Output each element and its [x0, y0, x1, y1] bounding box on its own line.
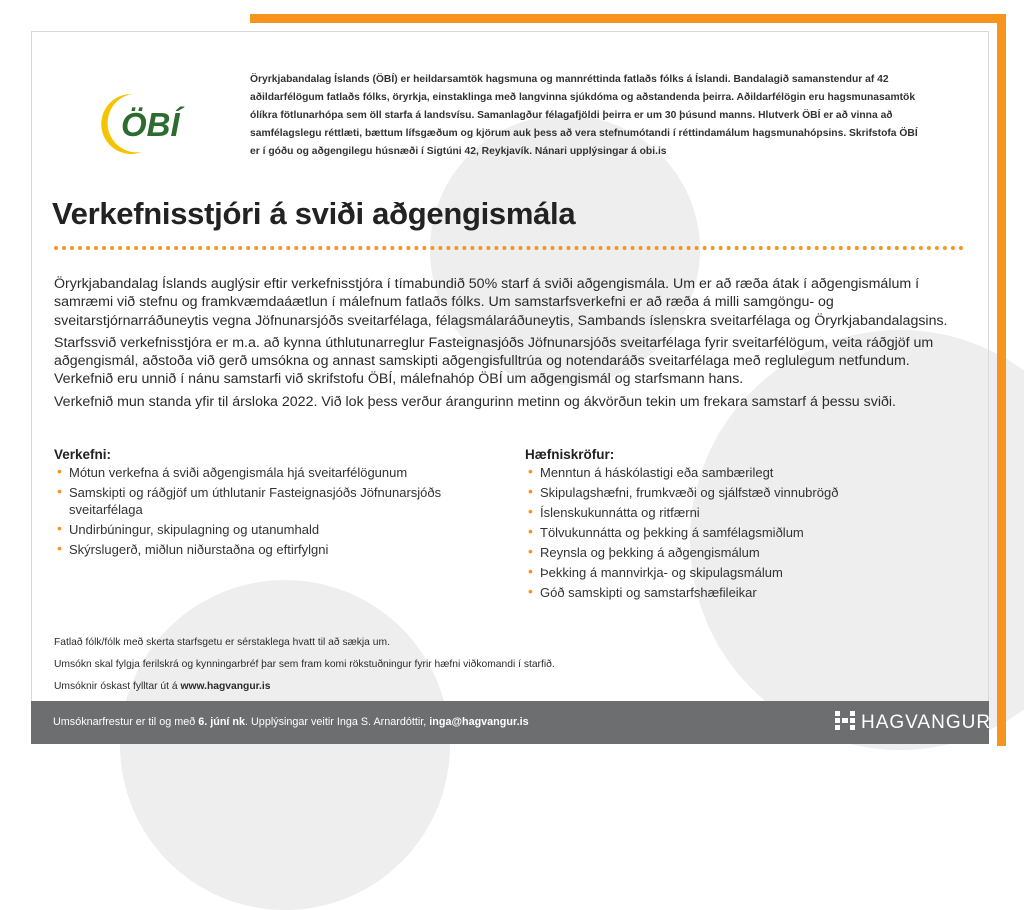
- bullet-icon: •: [528, 543, 533, 559]
- bullet-icon: •: [528, 463, 533, 479]
- intro-text: [250, 71, 930, 161]
- bullet-icon: •: [528, 563, 533, 579]
- intro-body: Öryrkjabandalag Íslands (ÖBÍ) er heildarsamtök hagsmuna og mannréttinda fatlaðs fólks á Íslandi. Bandalagið samanstendur af 42 aðildarfélögum fatlaðs fólks, öryrkja, einstaklinga með langvinna sjúkdóma og aðstandenda þeirra. Aðildarfélögin eru hagsmunasamtök ólíkra fötlunarhópa sem öll starfa á landsvísu. Samanlagður félagafjöldi þeirra er um 30 þúsund manns. Hlutverk ÖBÍ er að vinna að samfélagslegu réttlæti, bættum lífsgæðum og kjörum auk þess að vera stefnumótandi í réttindamálum hagsmunahópsins. Skrifstofa ÖBÍ er í góðu og aðgengilegu húsnæði í Sigtúni 42, Reykjavík. Nánari upplýsingar á: [250, 74, 918, 157]
- note-line: Fatlað fólk/fólk með skerta starfsgetu er sérstaklega hvatt til að sækja um.: [54, 637, 390, 648]
- footer-bar: [31, 701, 992, 744]
- frame-right-bar: [997, 14, 1006, 746]
- bullet-icon: •: [528, 503, 533, 519]
- list-item: • Menntun á háskólastigi eða sambærilegt: [528, 463, 774, 480]
- application-notes: [54, 637, 754, 703]
- bullet-icon: •: [57, 520, 62, 536]
- bullet-icon: •: [57, 463, 62, 479]
- list-item: • Reynsla og þekking á aðgengismálum: [528, 543, 760, 560]
- hagvangur-mark-icon: [835, 711, 855, 735]
- requirements-section: [525, 447, 945, 604]
- page-title: Verkefnisstjóri á sviði aðgengismála: [52, 196, 576, 231]
- frame-border: [988, 31, 989, 701]
- footer-text: Umsóknarfrestur er til og með 6. júní nk. Upplýsingar veitir Inga S. Arnardóttir, inga@hagvangur.is: [53, 716, 529, 728]
- email-link[interactable]: inga@hagvangur.is: [429, 716, 529, 728]
- list-item: • Mótun verkefna á sviði aðgengismála hjá sveitarfélögunum: [57, 463, 408, 480]
- bullet-icon: •: [57, 483, 62, 499]
- list-item: • Tölvukunnátta og þekking á samfélagsmiðlum: [528, 523, 804, 540]
- tasks-section: [54, 447, 474, 561]
- bullet-icon: •: [57, 540, 62, 556]
- note-line: Umsókn skal fylgja ferilskrá og kynningarbréf þar sem fram komi rökstuðningur fyrir hæfni viðkomandi í starfið.: [54, 659, 555, 670]
- bullet-icon: •: [528, 583, 533, 599]
- deadline: 6. júní nk: [198, 716, 246, 728]
- paragraph: Verkefnið mun standa yfir til ársloka 2022. Við lok þess verður árangurinn metinn og ákvörðun tekin um frekara samstarf á þessu sviði.: [54, 393, 896, 410]
- frame-border: [31, 31, 32, 701]
- list-item: • Undirbúningur, skipulagning og utanumhald: [57, 520, 320, 537]
- obi-link[interactable]: obi.is: [639, 146, 667, 157]
- tasks-heading: Verkefni:: [54, 447, 112, 462]
- list-item: • Íslenskukunnátta og ritfærni: [528, 503, 700, 520]
- logo-text: ÖBÍ: [121, 106, 180, 143]
- paragraph: Starfssvið verkefnisstjóra er m.a. að kynna úthlutunarreglur Fasteignasjóðs Jöfnunarsjóðs sveitarfélaga fyrir sveitarfélögum, veita ráðgjöf um aðgengismál, aðstoða við gerð umsókna og annast samskipti aðgengisfulltrúa og notendaráðs sveitarfélaga með reglulegum netfundum. Verkefnið eru unnið í nánu samstarfi við skrifstofu ÖBÍ, málefnahóp ÖBÍ um aðgengismál og starfsmann hans.: [54, 334, 934, 388]
- list-item: • Samskipti og ráðgjöf um úthlutanir Fasteignasjóðs Jöfnunarsjóðs sveitarfélaga: [57, 483, 442, 517]
- job-description: [54, 275, 970, 415]
- frame-top-bar: [250, 14, 1006, 23]
- list-item: • Skýrslugerð, miðlun niðurstaðna og eftirfylgni: [57, 540, 329, 557]
- frame-border: [31, 31, 989, 32]
- hagvangur-link[interactable]: www.hagvangur.is: [180, 681, 271, 692]
- note-line: Umsóknir óskast fylltar út á www.hagvangur.is: [54, 681, 271, 692]
- requirements-list: [525, 464, 945, 601]
- brand-name: HAGVANGUR: [861, 712, 992, 733]
- background-shape: [120, 580, 450, 910]
- tasks-list: [54, 464, 474, 558]
- obi-logo: [88, 72, 216, 172]
- list-item: • Skipulagshæfni, frumkvæði og sjálfstæð vinnubrögð: [528, 483, 839, 500]
- paragraph: Öryrkjabandalag Íslands auglýsir eftir verkefnisstjóra í tímabundið 50% starf á sviði aðgengismála. Um er að ræða átak í aðgengismálum í samræmi við stefnu og framkvæmdaáætlun í málefnum fatlaðs fólks. Um samstarfsverkefni er að ræða á milli samgöngu- og sveitarstjórnarráðuneytis vegna Jöfnunarsjóðs sveitarfélaga, félagsmálaráðuneytis, Sambands íslenskra sveitarfélaga og Öryrkjabandalagsins.: [54, 276, 948, 329]
- list-item: • Þekking á mannvirkja- og skipulagsmálum: [528, 563, 783, 580]
- list-item: • Góð samskipti og samstarfshæfileikar: [528, 583, 757, 600]
- requirements-heading: Hæfniskröfur:: [525, 447, 615, 462]
- hagvangur-logo: [835, 711, 991, 735]
- bullet-icon: •: [528, 523, 533, 539]
- bullet-icon: •: [528, 483, 533, 499]
- dotted-divider: [54, 246, 964, 250]
